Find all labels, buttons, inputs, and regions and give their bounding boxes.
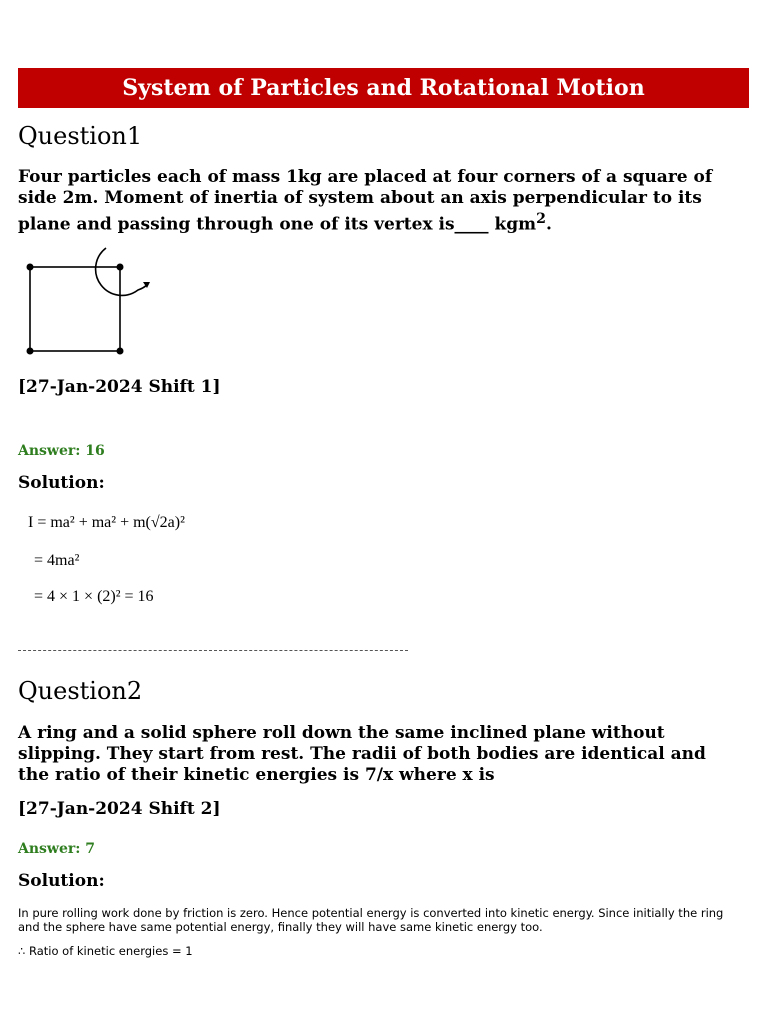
question-2-line-3: the ratio of their kinetic energies is 7/x where x is bbox=[18, 765, 495, 785]
question-1-line-3 bbox=[18, 209, 753, 236]
particle-top-right bbox=[117, 264, 124, 271]
question-divider bbox=[18, 650, 408, 651]
question-1-line-1: Four particles each of mass 1kg are placed at four corners of a square of bbox=[18, 167, 713, 187]
question-1-equation-1: I = ma² + ma² + m(√2a)² bbox=[28, 514, 185, 531]
square-particles-figure bbox=[18, 242, 158, 360]
particle-bottom-left bbox=[27, 348, 34, 355]
chapter-title-banner bbox=[18, 68, 749, 108]
chapter-title: System of Particles and Rotational Motion bbox=[122, 75, 645, 101]
question-1-equation-3: = 4 × 1 × (2)² = 16 bbox=[34, 588, 154, 605]
question-2-answer: Answer: 7 bbox=[18, 841, 96, 857]
question-2-exam-shift: [27-Jan-2024 Shift 2] bbox=[18, 799, 221, 819]
particle-bottom-right bbox=[117, 348, 124, 355]
particle-top-left bbox=[27, 264, 34, 271]
question-2-line-2: slipping. They start from rest. The radii of both bodies are identical and bbox=[18, 744, 706, 764]
question-1-answer: Answer: 16 bbox=[18, 443, 105, 459]
question-1-title: Question1 bbox=[18, 122, 143, 150]
question-1-text bbox=[18, 167, 753, 236]
question-1-line-3-main: plane and passing through one of its vertex is____ kgm bbox=[18, 214, 537, 235]
question-1-exam-shift: [27-Jan-2024 Shift 1] bbox=[18, 377, 221, 397]
question-2-text bbox=[18, 723, 753, 786]
question-2-solution-paragraph: In pure rolling work done by friction is zero. Hence potential energy is converted into kinetic energy. Since initially the ring and the sphere have same potential energy, finally they will have same kinetic energy too. bbox=[18, 906, 724, 934]
question-1-unit-exponent: 2 bbox=[536, 211, 546, 227]
question-2-solution-label: Solution: bbox=[18, 871, 105, 891]
question-2-solution-result: ∴ Ratio of kinetic energies = 1 bbox=[18, 944, 193, 958]
question-2-title: Question2 bbox=[18, 677, 143, 705]
question-1-equation-2: = 4ma² bbox=[34, 552, 80, 569]
square-outline bbox=[30, 267, 120, 351]
rotation-arrow bbox=[96, 248, 148, 295]
question-1-solution-label: Solution: bbox=[18, 473, 105, 493]
question-1-line-2: side 2m. Moment of inertia of system about an axis perpendicular to its bbox=[18, 188, 702, 208]
question-1-line-3-end: . bbox=[545, 214, 552, 235]
question-2-line-1: A ring and a solid sphere roll down the same inclined plane without bbox=[18, 723, 665, 743]
